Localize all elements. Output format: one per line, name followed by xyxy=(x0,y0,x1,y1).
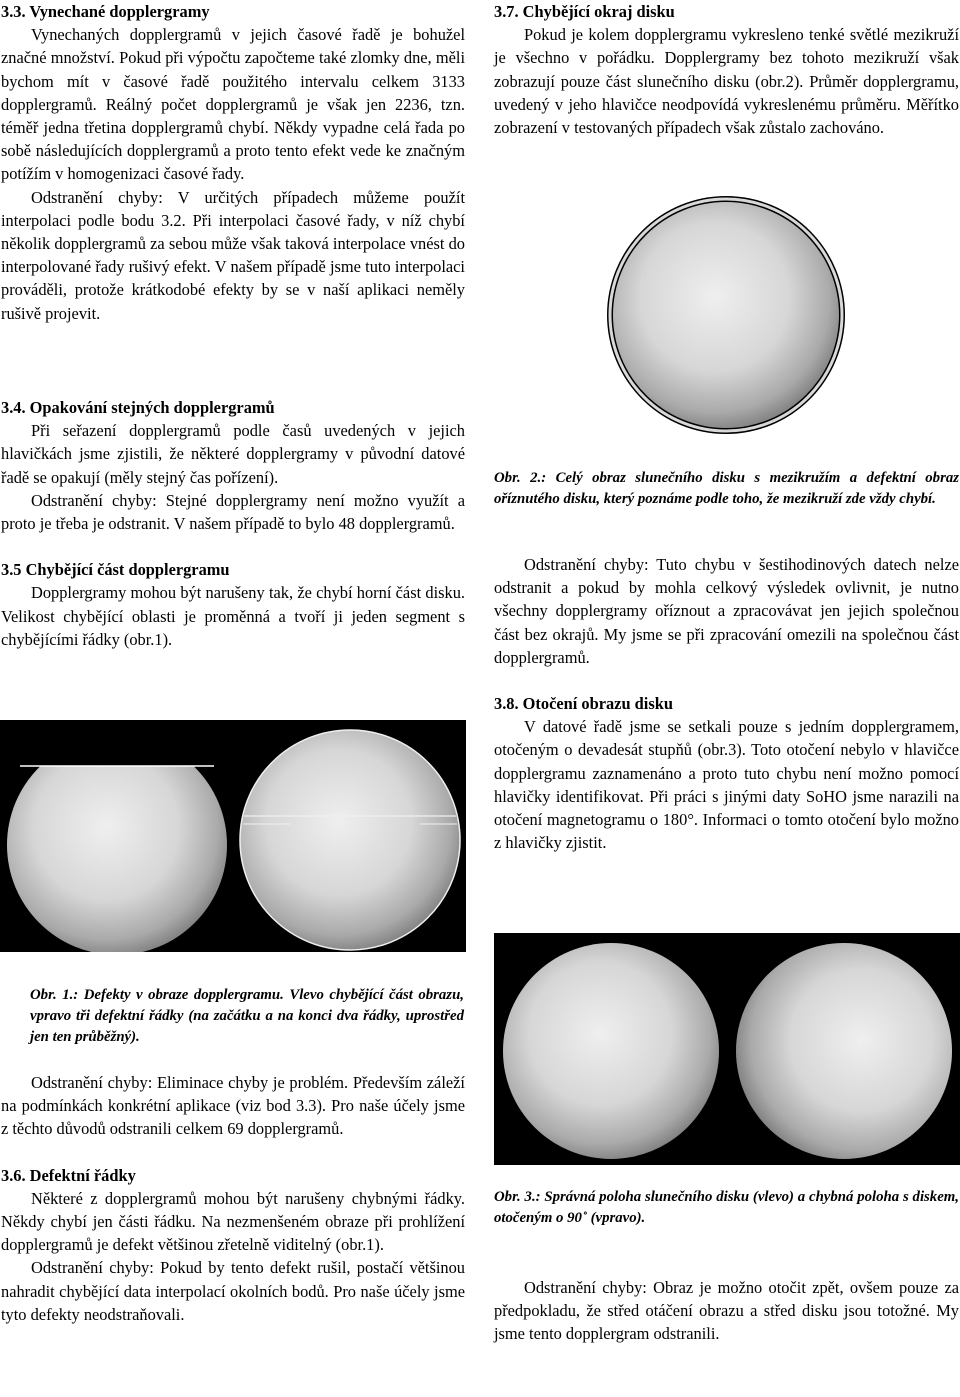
figure-3-caption: Obr. 3.: Správná poloha slunečního disku (vlevo) a chybná poloha s diskem, otočeným o 90˚ (vpravo). xyxy=(494,1189,959,1226)
section-title-3-6: 3.6. Defektní řádky xyxy=(1,1165,136,1185)
left-column-bottom xyxy=(1,1071,465,1326)
left-column-top xyxy=(1,0,465,325)
figure-1-caption: Obr. 1.: Defekty v obraze dopplergramu. Vlevo chybějící část obrazu, vpravo tři defektní řádky (na začátku a na konci dva řádky, uprostřed jen ten průběžný). xyxy=(30,987,464,1045)
sun-disk-rotated-90 xyxy=(736,943,952,1159)
figure-1-image xyxy=(0,720,466,952)
sun-disk-correct-orientation xyxy=(503,943,719,1159)
paragraph-fix-3-8: Odstranění chyby: Obraz je možno otočit zpět, ovšem pouze za předpokladu, že střed otáčení obrazu a střed disku jsou totožné. My jsme tento dopplergram odstranili. xyxy=(494,1278,959,1344)
sun-disk-full-with-ring xyxy=(607,196,845,434)
right-column-middle xyxy=(494,553,959,854)
paragraph-3-4-1: Při seřazení dopplergramů podle časů uvedených v jejich hlavičkách jsme zjistili, že některé dopplergramy v původní datové řadě se opakují (měly stejný čas pořízení). xyxy=(1,421,465,487)
section-title-3-5: 3.5 Chybějící část dopplergramu xyxy=(1,560,230,580)
paragraph-fix-3-5: Odstranění chyby: Eliminace chyby je problém. Především záleží na podmínkách konkrétní aplikace (viz bod 3.3). Pro naše účely jsme z těchto důvodů odstranili celkem 69 dopplergramů. xyxy=(1,1073,465,1139)
section-title-3-4: 3.4. Opakování stejných dopplergramů xyxy=(1,398,275,417)
paragraph-3-6-2: Odstranění chyby: Pokud by tento defekt rušil, postačí většinou nahradit chybějící data interpolací okolních bodů. Pro naše účely jsme tyto defekty neodstraňovali. xyxy=(1,1258,465,1324)
paragraph-3-3-2: Odstranění chyby: V určitých případech můžeme použít interpolaci podle bodu 3.2. Při interpolaci časové řady, v níž chybí několik dopplergramů za sebou může však taková interpolace vnést do interpolované řady rušivý efekt. V našem případě jsme tuto interpolaci prováděli, protože krátkodobé efekty by se v naší aplikaci neměly rušivě projevit. xyxy=(1,187,465,323)
figure-1 xyxy=(0,720,466,952)
paragraph-3-3-1: Vynechaných dopplergramů v jejich časové řadě je bohužel značné množství. Pokud při výpočtu započteme také zlomky dne, měli bychom mít v časové řadě použitého intervalu celkem 3133 dopplergramů. Reálný počet dopplergramů je však jen 2236, tzn. téměř jedna třetina dopplergramů chybí. Někdy vypadne celá řada po sobě následujících dopplergramů a proto tento efekt vede ke značným potížím v homogenizaci časové řady. xyxy=(1,25,465,184)
sun-disk-missing-top xyxy=(7,735,227,952)
left-column-middle xyxy=(1,396,465,651)
paragraph-3-8-1: V datové řadě jsme se setkali pouze s jedním dopplergramem, otočeným o devadesát stupňů (obr.3). Toto otočení nebylo v hlavičce dopplergramu zaznamenáno a proto tuto chybu není možno pomocí hlavičky identifikovat. Při práci s jinými daty SoHO jsme narazili na otočení magnetogramu o 180°. Informaci o tomto otočení bylo možno z hlavičky zjistit. xyxy=(494,717,959,853)
section-title-3-7: 3.7. Chybějící okraj disku xyxy=(494,2,675,21)
figure-2-image xyxy=(494,195,960,435)
right-column-top xyxy=(494,0,959,139)
section-title-3-3: 3.3. Vynechané dopplergramy xyxy=(1,2,210,21)
paragraph-fix-3-7: Odstranění chyby: Tuto chybu v šestihodinových datech nelze odstranit a pokud by mohla celkový výsledek ovlivnit, je nutno všechny dopplergramy oříznout a zpracovávat jen jejich společnou část bez okrajů. My jsme se při zpracování omezili na společnou část dopplergramů. xyxy=(494,555,959,667)
paragraph-3-6-1: Některé z dopplergramů mohou být narušeny chybnými řádky. Někdy chybí jen části řádku. Na nezmenšeném obraze při prohlížení dopplergramů je defekt většinou zřetelně viditelný (obr.1). xyxy=(1,1188,465,1255)
paragraph-3-4-2: Odstranění chyby: Stejné dopplergramy není možno využít a proto je třeba je odstranit. V našem případě to bylo 48 dopplergramů. xyxy=(1,490,465,534)
figure-2-caption: Obr. 2.: Celý obraz slunečního disku s mezikružím a defektní obraz oříznutého disku, který poznáme podle toho, že mezikruží zde vždy chybí. xyxy=(494,470,959,507)
figure-2 xyxy=(494,195,960,435)
sun-disk-defective-rows xyxy=(240,730,460,950)
paragraph-3-7-1: Pokud je kolem dopplergramu vykresleno tenké světlé mezikruží je všechno v pořádku. Dopplergramy bez tohoto mezikruží však zobrazují pouze část slunečního disku (obr.2). Průměr dopplergramu, uvedený v jeho hlavičce neodpovídá vykreslenému průměru. Měřítko zobrazení v testovaných případech však zůstalo zachováno. xyxy=(494,25,959,138)
figure-3-image xyxy=(494,933,960,1165)
right-column-bottom xyxy=(494,1276,959,1346)
section-title-3-8: 3.8. Otočení obrazu disku xyxy=(494,694,673,714)
figure-3 xyxy=(494,933,960,1165)
paragraph-3-5-1: Dopplergramy mohou být narušeny tak, že chybí horní část disku. Velikost chybějící oblasti je proměnná a tvoří ji jeden segment s chybějícími řádky (obr.1). xyxy=(1,583,465,649)
